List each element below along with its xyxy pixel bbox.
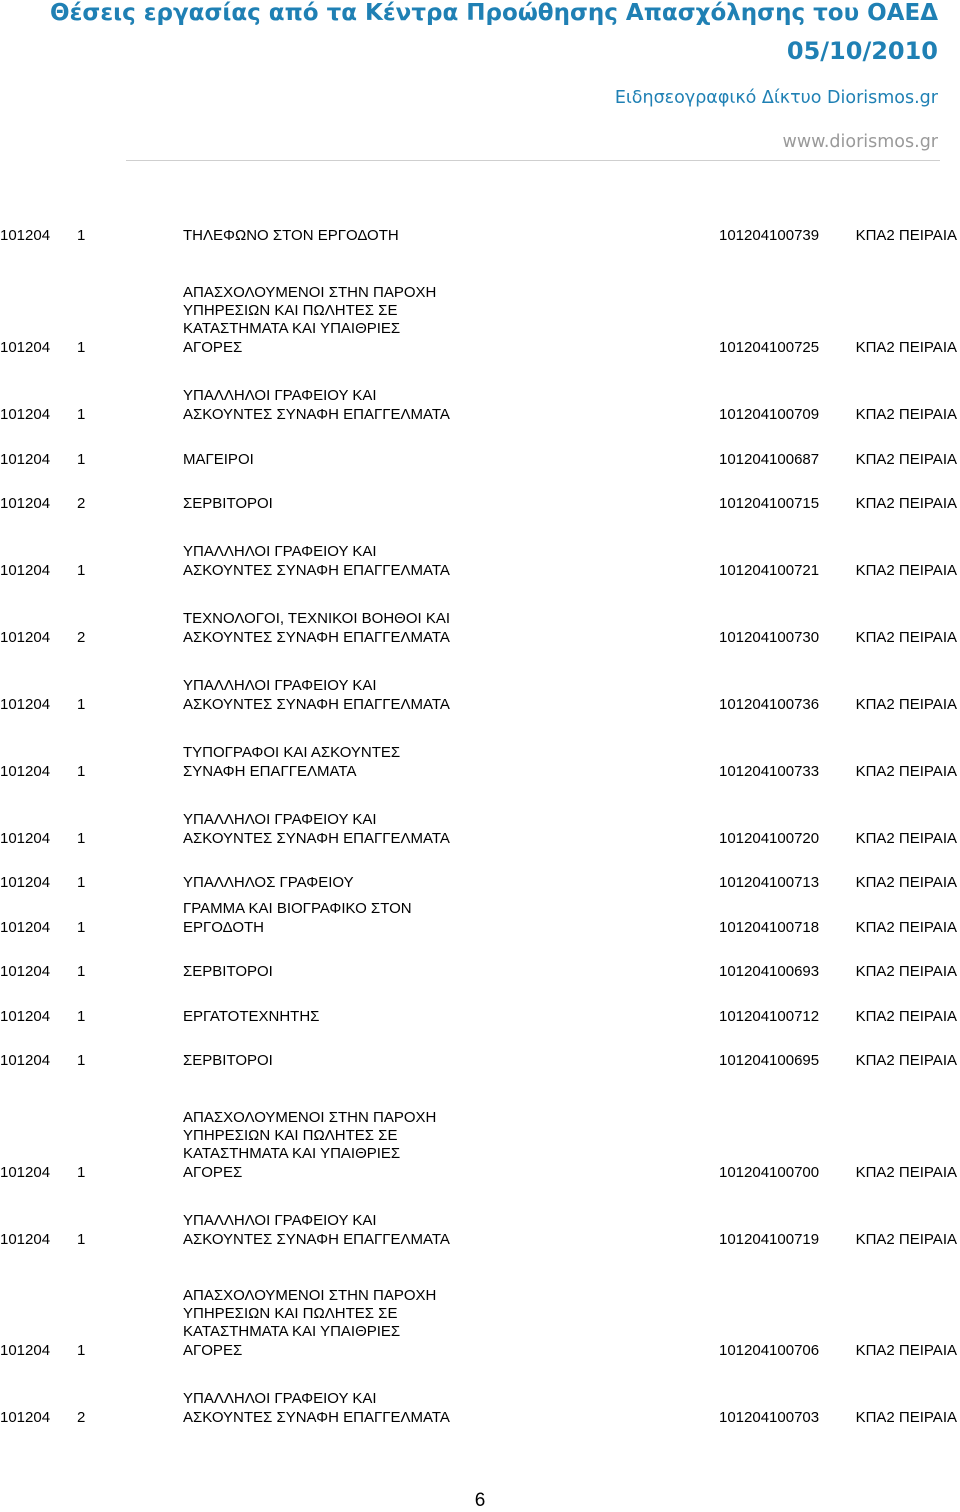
row-reference-number: 101204100739 [719,226,820,244]
table-row [0,1390,960,1427]
row-reference-number: 101204100718 [719,918,820,936]
row-title-line: ΑΓΟΡΕΣ [183,1163,243,1181]
row-title-line: ΣΕΡΒΙΤΟΡΟΙ [183,494,273,512]
row-office: ΚΠΑ2 ΠΕΙΡΑΙΑ [855,918,957,936]
row-title-line: ΤΥΠΟΓΡΑΦΟΙ ΚΑΙ ΑΣΚΟΥΝΤΕΣ [183,744,401,762]
row-code: 101204 [0,1051,51,1069]
row-reference-number: 101204100709 [719,405,820,423]
row-title-line: ΥΠΑΛΛΗΛΟΙ ΓΡΑΦΕΙΟΥ ΚΑΙ [183,1390,377,1408]
table-row [0,284,960,357]
row-code: 101204 [0,918,51,936]
row-reference-number: 101204100725 [719,338,820,356]
table-row [0,874,960,892]
row-count: 1 [77,1007,86,1025]
row-title-line: ΥΠΗΡΕΣΙΩΝ ΚΑΙ ΠΩΛΗΤΕΣ ΣΕ [183,302,398,320]
row-reference-number: 101204100706 [719,1341,820,1359]
row-title-line: ΥΠΑΛΛΗΛΟΙ ΓΡΑΦΕΙΟΥ ΚΑΙ [183,543,377,561]
row-code: 101204 [0,628,51,646]
row-count: 1 [77,918,86,936]
row-office: ΚΠΑ2 ΠΕΙΡΑΙΑ [855,561,957,579]
header-title: Θέσεις εργασίας από τα Κέντρα Προώθησης Απασχόλησης του ΟΑΕΔ [50,0,938,26]
row-code: 101204 [0,226,51,244]
row-code: 101204 [0,1230,51,1248]
row-title-line: ΑΠΑΣΧΟΛΟΥΜΕΝΟΙ ΣΤΗΝ ΠΑΡΟΧΗ [183,283,437,301]
table-row [0,227,960,245]
row-office: ΚΠΑ2 ΠΕΙΡΑΙΑ [855,450,957,468]
row-code: 101204 [0,1163,51,1181]
row-code: 101204 [0,1007,51,1025]
row-count: 1 [77,1341,86,1359]
row-count: 1 [77,405,86,423]
table-row [0,543,960,580]
row-reference-number: 101204100715 [719,494,820,512]
row-office: ΚΠΑ2 ΠΕΙΡΑΙΑ [855,695,957,713]
row-code: 101204 [0,405,51,423]
table-row [0,677,960,714]
row-title-line: ΕΡΓΟΔΟΤΗ [183,918,264,936]
row-code: 101204 [0,1341,51,1359]
row-count: 1 [77,226,86,244]
row-code: 101204 [0,695,51,713]
row-title-line: ΣΕΡΒΙΤΟΡΟΙ [183,962,273,980]
header-site-link[interactable]: www.diorismos.gr [782,132,938,152]
row-office: ΚΠΑ2 ΠΕΙΡΑΙΑ [855,494,957,512]
row-title-line: ΑΣΚΟΥΝΤΕΣ ΣΥΝΑΦΗ ΕΠΑΓΓΕΛΜΑΤΑ [183,829,450,847]
row-title-line: ΜΑΓΕΙΡΟΙ [183,450,254,468]
row-reference-number: 101204100721 [719,561,820,579]
row-reference-number: 101204100719 [719,1230,820,1248]
row-reference-number: 101204100713 [719,873,820,891]
row-reference-number: 101204100703 [719,1408,820,1426]
row-title-line: ΥΠΗΡΕΣΙΩΝ ΚΑΙ ΠΩΛΗΤΕΣ ΣΕ [183,1305,398,1323]
table-row [0,610,960,647]
row-title-line: ΑΣΚΟΥΝΤΕΣ ΣΥΝΑΦΗ ΕΠΑΓΓΕΛΜΑΤΑ [183,405,450,423]
row-reference-number: 101204100693 [719,962,820,980]
row-count: 1 [77,561,86,579]
header-date: 05/10/2010 [786,37,938,65]
row-office: ΚΠΑ2 ΠΕΙΡΑΙΑ [855,762,957,780]
row-office: ΚΠΑ2 ΠΕΙΡΑΙΑ [855,1163,957,1181]
row-title-line: ΚΑΤΑΣΤΗΜΑΤΑ ΚΑΙ ΥΠΑΙΘΡΙΕΣ [183,1323,401,1341]
row-title-line: ΤΗΛΕΦΩΝΟ ΣΤΟΝ ΕΡΓΟΔΟΤΗ [183,226,399,244]
row-title-line: ΑΣΚΟΥΝΤΕΣ ΣΥΝΑΦΗ ΕΠΑΓΓΕΛΜΑΤΑ [183,695,450,713]
row-title-line: ΤΕΧΝΟΛΟΓΟΙ, ΤΕΧΝΙΚΟΙ ΒΟΗΘΟΙ ΚΑΙ [183,610,451,628]
row-count: 1 [77,762,86,780]
row-title-line: ΑΣΚΟΥΝΤΕΣ ΣΥΝΑΦΗ ΕΠΑΓΓΕΛΜΑΤΑ [183,628,450,646]
header-divider [126,160,940,161]
row-reference-number: 101204100712 [719,1007,820,1025]
row-title-line: ΑΓΟΡΕΣ [183,338,243,356]
row-reference-number: 101204100730 [719,628,820,646]
row-reference-number: 101204100736 [719,695,820,713]
row-code: 101204 [0,962,51,980]
header-network: Ειδησεογραφικό Δίκτυο Diorismos.gr [614,88,938,108]
row-office: ΚΠΑ2 ΠΕΙΡΑΙΑ [855,338,957,356]
row-title-line: ΥΠΑΛΛΗΛΟΙ ΓΡΑΦΕΙΟΥ ΚΑΙ [183,1212,377,1230]
row-office: ΚΠΑ2 ΠΕΙΡΑΙΑ [855,1341,957,1359]
page-header [0,0,960,162]
row-office: ΚΠΑ2 ΠΕΙΡΑΙΑ [855,1051,957,1069]
row-title-line: ΑΣΚΟΥΝΤΕΣ ΣΥΝΑΦΗ ΕΠΑΓΓΕΛΜΑΤΑ [183,1230,450,1248]
row-count: 1 [77,1051,86,1069]
row-reference-number: 101204100687 [719,450,820,468]
row-title-line: ΥΠΑΛΛΗΛΟΙ ΓΡΑΦΕΙΟΥ ΚΑΙ [183,387,377,405]
row-reference-number: 101204100720 [719,829,820,847]
row-count: 1 [77,338,86,356]
row-count: 1 [77,829,86,847]
row-title-line: ΑΣΚΟΥΝΤΕΣ ΣΥΝΑΦΗ ΕΠΑΓΓΕΛΜΑΤΑ [183,561,450,579]
row-title-line: ΥΠΑΛΛΗΛΟΙ ΓΡΑΦΕΙΟΥ ΚΑΙ [183,677,377,695]
row-reference-number: 101204100695 [719,1051,820,1069]
row-reference-number: 101204100733 [719,762,820,780]
row-code: 101204 [0,762,51,780]
row-office: ΚΠΑ2 ΠΕΙΡΑΙΑ [855,1230,957,1248]
table-row [0,387,960,424]
page-number: 6 [474,1490,486,1511]
row-title-line: ΑΠΑΣΧΟΛΟΥΜΕΝΟΙ ΣΤΗΝ ΠΑΡΟΧΗ [183,1286,437,1304]
row-count: 2 [77,1408,86,1426]
row-count: 1 [77,962,86,980]
row-title-line: ΑΣΚΟΥΝΤΕΣ ΣΥΝΑΦΗ ΕΠΑΓΓΕΛΜΑΤΑ [183,1408,450,1426]
row-count: 1 [77,1230,86,1248]
row-office: ΚΠΑ2 ΠΕΙΡΑΙΑ [855,873,957,891]
row-code: 101204 [0,829,51,847]
table-row [0,1008,960,1026]
row-title-line: ΣΕΡΒΙΤΟΡΟΙ [183,1051,273,1069]
row-code: 101204 [0,338,51,356]
row-count: 2 [77,628,86,646]
row-code: 101204 [0,1408,51,1426]
table-row [0,1287,960,1360]
table-row [0,1109,960,1182]
row-office: ΚΠΑ2 ΠΕΙΡΑΙΑ [855,962,957,980]
row-title-line: ΑΓΟΡΕΣ [183,1341,243,1359]
row-title-line: ΕΡΓΑΤΟΤΕΧΝΗΤΗΣ [183,1007,320,1025]
row-office: ΚΠΑ2 ΠΕΙΡΑΙΑ [855,405,957,423]
row-title-line: ΚΑΤΑΣΤΗΜΑΤΑ ΚΑΙ ΥΠΑΙΘΡΙΕΣ [183,320,401,338]
table-row [0,744,960,781]
row-code: 101204 [0,561,51,579]
row-title-line: ΥΠΗΡΕΣΙΩΝ ΚΑΙ ΠΩΛΗΤΕΣ ΣΕ [183,1127,398,1145]
table-row [0,1212,960,1249]
row-count: 2 [77,494,86,512]
row-count: 1 [77,1163,86,1181]
row-office: ΚΠΑ2 ΠΕΙΡΑΙΑ [855,1408,957,1426]
row-count: 1 [77,450,86,468]
row-reference-number: 101204100700 [719,1163,820,1181]
row-title-line: ΥΠΑΛΛΗΛΟΙ ΓΡΑΦΕΙΟΥ ΚΑΙ [183,811,377,829]
row-office: ΚΠΑ2 ΠΕΙΡΑΙΑ [855,226,957,244]
row-office: ΚΠΑ2 ΠΕΙΡΑΙΑ [855,829,957,847]
row-title-line: ΥΠΑΛΛΗΛΟΣ ΓΡΑΦΕΙΟΥ [183,873,354,891]
row-title-line: ΚΑΤΑΣΤΗΜΑΤΑ ΚΑΙ ΥΠΑΙΘΡΙΕΣ [183,1145,401,1163]
row-count: 1 [77,695,86,713]
table-row [0,495,960,513]
table-row [0,811,960,848]
row-title-line: ΑΠΑΣΧΟΛΟΥΜΕΝΟΙ ΣΤΗΝ ΠΑΡΟΧΗ [183,1108,437,1126]
row-code: 101204 [0,494,51,512]
row-title-line: ΓΡΑΜΜΑ ΚΑΙ ΒΙΟΓΡΑΦΙΚΟ ΣΤΟΝ [183,900,412,918]
table-row [0,451,960,469]
row-title-line: ΣΥΝΑΦΗ ΕΠΑΓΓΕΛΜΑΤΑ [183,762,357,780]
table-row [0,1052,960,1070]
row-code: 101204 [0,873,51,891]
row-office: ΚΠΑ2 ΠΕΙΡΑΙΑ [855,1007,957,1025]
table-row [0,963,960,981]
row-office: ΚΠΑ2 ΠΕΙΡΑΙΑ [855,628,957,646]
row-code: 101204 [0,450,51,468]
row-count: 1 [77,873,86,891]
table-row [0,900,960,937]
